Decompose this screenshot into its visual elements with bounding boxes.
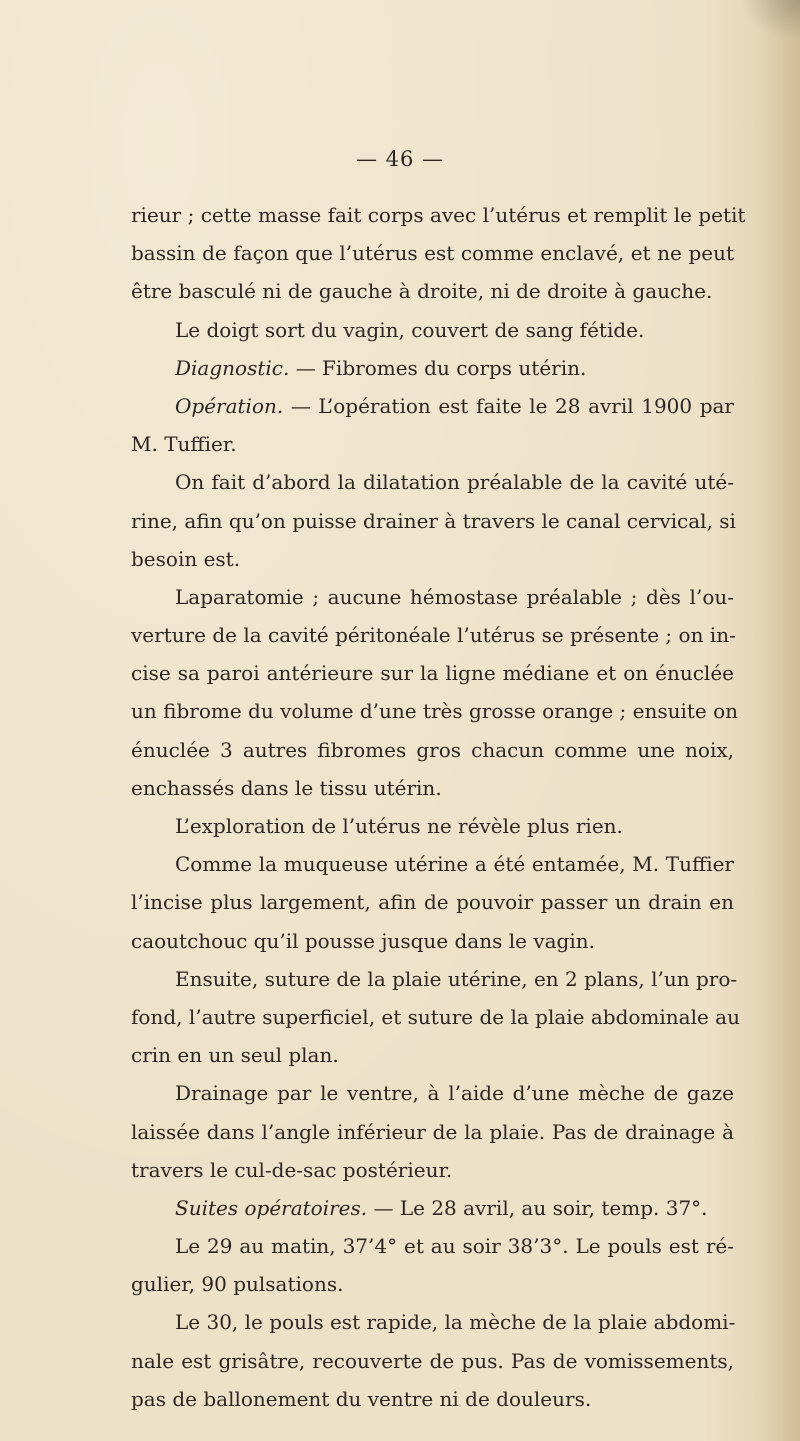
line-text: caoutchouc qu’il pousse jusque dans le vagin.	[131, 928, 595, 953]
line-text: — Le 28 avril, au soir, temp. 37°.	[367, 1195, 708, 1220]
line-text: laissée dans l’angle inférieur de la plaie. Pas de drainage à	[131, 1119, 734, 1144]
line-text: nale est grisâtre, recouverte de pus. Pas de vomissements,	[131, 1348, 734, 1373]
line-text: travers le cul-de-sac postérieur.	[131, 1157, 453, 1182]
line-text: pas de ballonement du ventre ni de douleurs.	[131, 1386, 592, 1411]
line-text: fond, l’autre superficiel, et suture de la plaie abdominale au	[131, 1004, 740, 1029]
paragraph	[131, 196, 746, 311]
text-line	[131, 845, 734, 883]
text-line	[131, 387, 734, 425]
text-line	[131, 196, 746, 234]
text-line	[131, 311, 734, 349]
section-heading: Diagnostic.	[175, 355, 290, 380]
text-line	[131, 502, 734, 540]
text-line	[131, 960, 738, 998]
text-line	[131, 578, 734, 616]
line-text: rine, afin qu’on puisse drainer à travers le canal cervical, si	[131, 508, 736, 533]
text-line	[131, 1074, 734, 1112]
line-text: M. Tuffier.	[131, 432, 237, 457]
text-line	[131, 1151, 734, 1189]
text-line	[131, 425, 734, 463]
line-text: Ensuite, suture de la plaie utérine, en 2 plans, l’un pro-	[175, 966, 738, 991]
line-text: un fibrome du volume d’une très grosse orange ; ensuite on	[131, 699, 739, 724]
line-text: énuclée 3 autres fibromes gros chacun comme une noix,	[131, 737, 734, 762]
paragraph	[131, 387, 734, 463]
line-text: Drainage par le ventre, à l’aide d’une mèche de gaze	[175, 1081, 734, 1106]
text-line	[131, 1342, 734, 1380]
paragraph	[131, 960, 740, 1075]
line-text: — Fibromes du corps utérin.	[289, 355, 587, 380]
line-text: Laparatomie ; aucune hémostase préalable ; dès l’ou-	[175, 584, 734, 609]
line-text: verture de la cavité péritonéale l’utérus se présente ; on in-	[131, 623, 736, 648]
line-text: gulier, 90 pulsations.	[131, 1272, 344, 1297]
text-line	[131, 998, 740, 1036]
paragraph	[131, 1227, 734, 1303]
text-line	[131, 1189, 734, 1227]
line-text: — L’opération est faite le 28 avril 1900 par	[283, 393, 734, 418]
paragraph	[131, 1189, 734, 1227]
line-text: L’exploration de l’utérus ne révèle plus rien.	[175, 814, 623, 838]
paragraph	[131, 311, 734, 349]
line-text: l’incise plus largement, afin de pouvoir passer un drain en	[131, 890, 734, 915]
page-edge-shadow	[760, 0, 800, 1441]
text-line	[131, 540, 734, 578]
text-line	[131, 1036, 734, 1074]
line-text: besoin est.	[131, 546, 241, 571]
text-line	[131, 731, 734, 769]
line-text: crin en un seul plan.	[131, 1043, 339, 1068]
text-line	[131, 807, 734, 845]
page-corner-shadow	[740, 0, 800, 40]
line-text: Le 29 au matin, 37’4° et au soir 38’3°. Le pouls est ré-	[175, 1234, 734, 1259]
text-line	[131, 463, 734, 501]
line-text: bassin de façon que l’utérus est comme enclavé, et ne peut	[131, 241, 734, 266]
text-line	[131, 234, 734, 272]
line-text: enchassés dans le tissu utérin.	[131, 775, 442, 800]
text-line	[131, 1227, 734, 1265]
paragraph	[131, 1303, 734, 1418]
line-text: Comme la muqueuse utérine a été entamée, M. Tuffier	[175, 852, 734, 877]
paragraph	[131, 463, 734, 578]
paragraph	[131, 349, 734, 387]
text-line	[131, 1303, 734, 1341]
text-line	[131, 1113, 734, 1151]
text-line	[131, 349, 734, 387]
page-number: — 46 —	[355, 147, 445, 171]
text-line	[131, 654, 734, 692]
text-line	[131, 616, 734, 654]
section-heading: Suites opératoires.	[175, 1195, 368, 1220]
text-line	[131, 769, 734, 807]
text-line	[131, 1265, 734, 1303]
text-line	[131, 692, 739, 730]
line-text: être basculé ni de gauche à droite, ni de droite à gauche.	[131, 279, 713, 304]
text-line	[131, 883, 734, 921]
paragraph	[131, 845, 734, 960]
line-text: rieur ; cette masse fait corps avec l’utérus et remplit le petit	[131, 203, 746, 227]
line-text: cise sa paroi antérieure sur la ligne médiane et on énuclée	[131, 661, 734, 686]
text-line	[131, 272, 734, 310]
body-text	[131, 196, 746, 1418]
section-heading: Opération.	[175, 393, 284, 418]
paragraph	[131, 1074, 734, 1189]
text-line	[131, 922, 734, 960]
paragraph	[131, 578, 739, 807]
line-text: Le 30, le pouls est rapide, la mèche de la plaie abdomi-	[175, 1310, 736, 1335]
paragraph	[131, 807, 734, 845]
line-text: Le doigt sort du vagin, couvert de sang fétide.	[175, 317, 645, 342]
line-text: On fait d’abord la dilatation préalable de la cavité uté-	[175, 470, 734, 495]
text-line	[131, 1380, 734, 1418]
